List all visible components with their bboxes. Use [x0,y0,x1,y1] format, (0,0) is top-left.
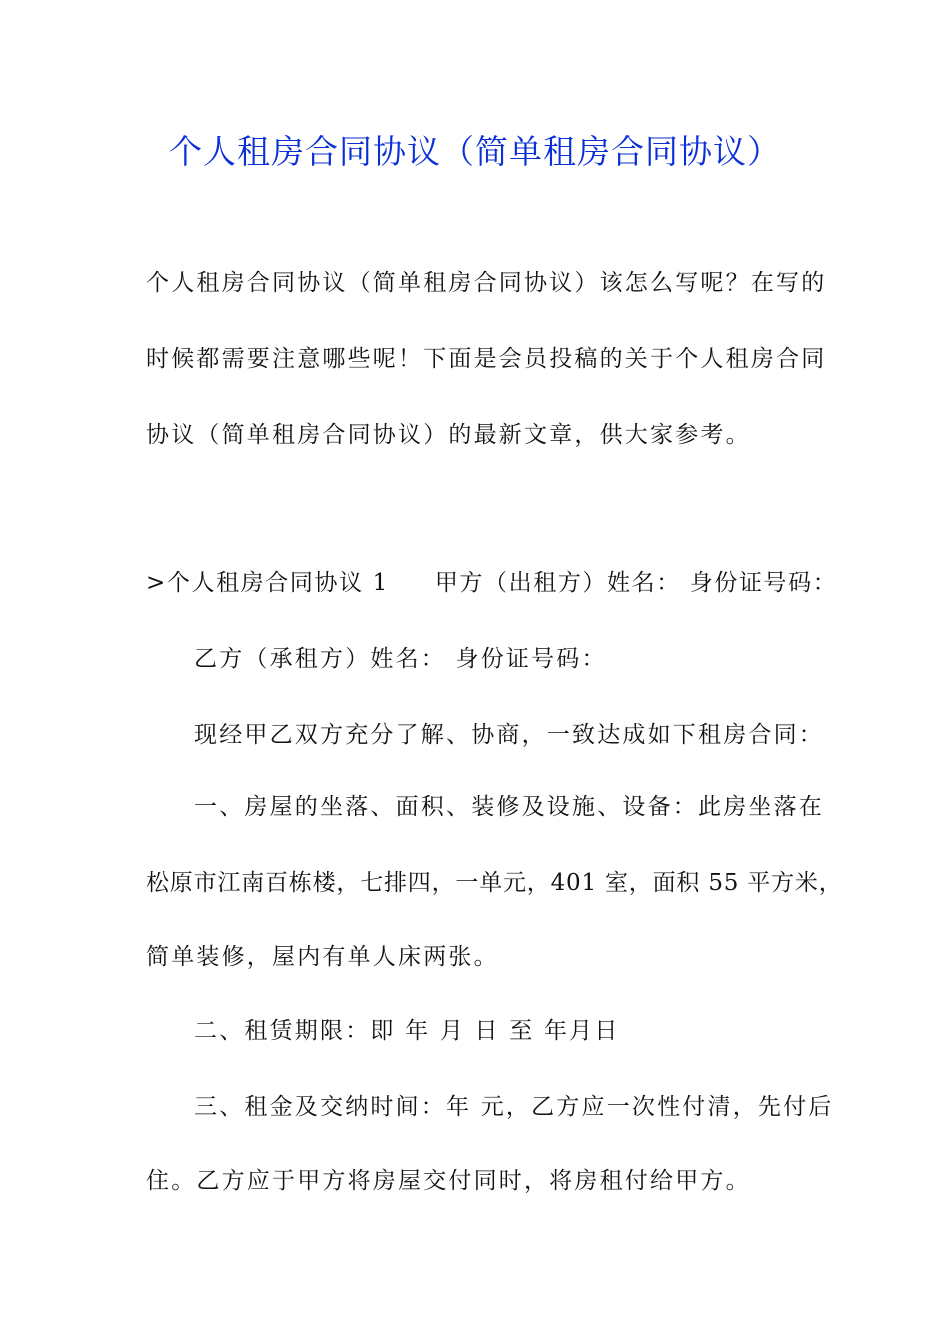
section-heading: >个人租房合同协议 1 [146,570,389,596]
party-a-line: 甲方（出租方）姓名： 身份证号码： [434,570,838,596]
clause1-line-3: 简单装修，屋内有单人床两张。 [146,944,499,970]
document-title: 个人租房合同协议（简单租房合同协议） [169,132,781,171]
agreement-line: 现经甲乙双方充分了解、协商，一致达成如下租房合同： [194,722,824,748]
clause3-line-2: 住。乙方应于甲方将房屋交付同时，将房租付给甲方。 [146,1168,751,1194]
clause1-line-2: 松原市江南百栋楼，七排四，一单元，401 室，面积 55 平方米， [146,870,843,896]
clause2-line: 二、租赁期限：即 年 月 日 至 年月日 [194,1018,620,1044]
intro-line-1: 个人租房合同协议（简单租房合同协议）该怎么写呢？在写的 [146,270,827,296]
intro-line-3: 协议（简单租房合同协议）的最新文章，供大家参考。 [146,422,751,448]
clause3-line-1: 三、租金及交纳时间：年 元，乙方应一次性付清，先付后 [194,1094,834,1120]
intro-line-2: 时候都需要注意哪些呢！下面是会员投稿的关于个人租房合同 [146,346,827,372]
party-b-line: 乙方（承租方）姓名： 身份证号码： [194,646,607,672]
clause1-line-1: 一、房屋的坐落、面积、装修及设施、设备：此房坐落在 [194,794,824,820]
section-heading-row [146,566,837,600]
